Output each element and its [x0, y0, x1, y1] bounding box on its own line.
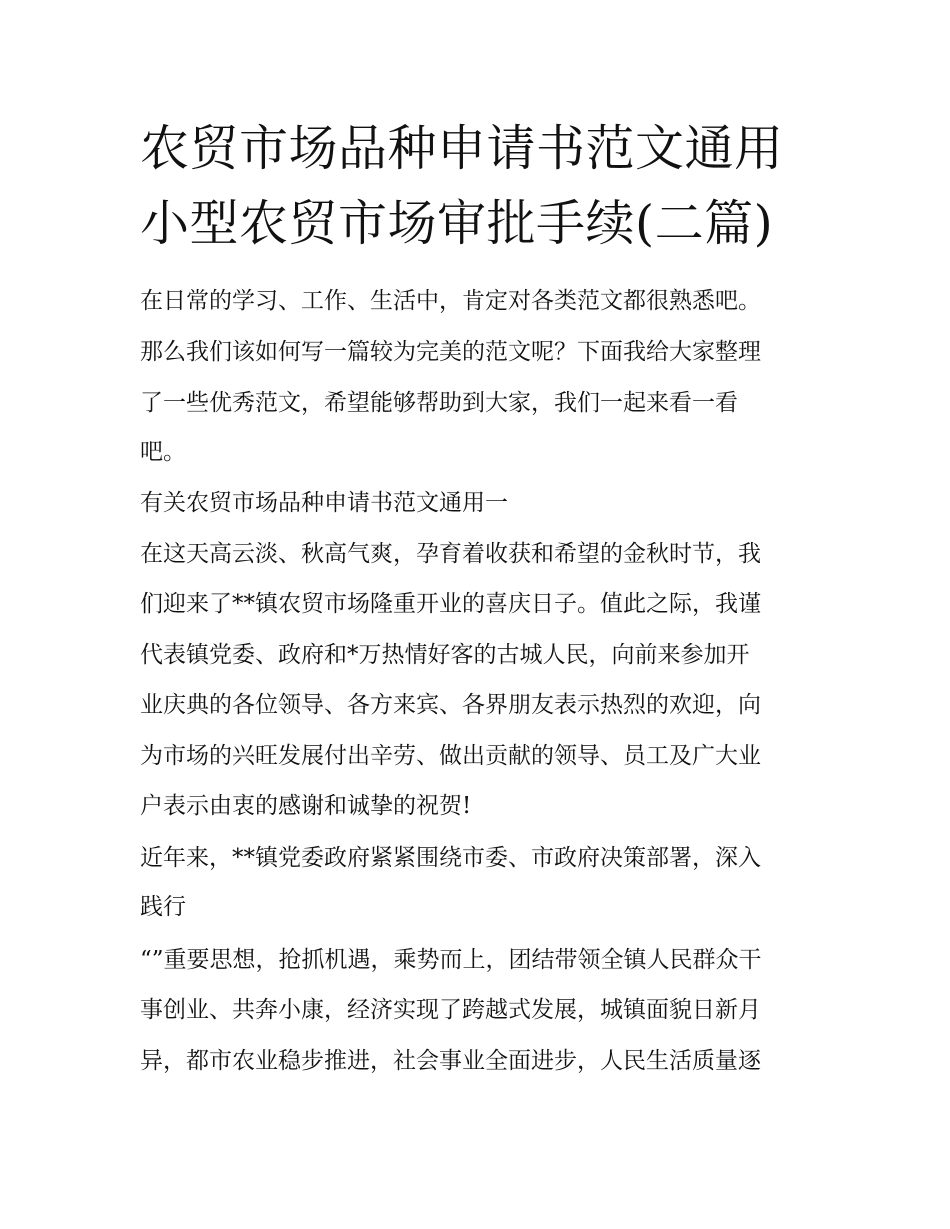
intro-paragraph-line-1: 在日常的学习、工作、生活中，肯定对各类范文都很熟悉吧。: [140, 288, 761, 314]
body-paragraph-line-9: “”重要思想，抢抓机遇，乘势而上，团结带领全镇人民群众干: [140, 947, 762, 973]
body-paragraph-line-10: 事创业、共奔小康，经济实现了跨越式发展，城镇面貌日新月: [140, 997, 761, 1023]
document-title-line-1: 农贸市场品种申请书范文通用: [140, 120, 784, 177]
body-paragraph-line-7: 近年来，**镇党委政府紧紧围绕市委、市政府决策部署，深入: [140, 845, 761, 871]
body-paragraph-line-6: 户表示由衷的感谢和诚挚的祝贺!: [140, 793, 472, 819]
body-paragraph-line-5: 为市场的兴旺发展付出辛劳、做出贡献的领导、员工及广大业: [140, 743, 761, 769]
body-paragraph-line-3: 代表镇党委、政府和*万热情好客的古城人民，向前来参加开: [140, 642, 750, 668]
intro-paragraph-line-4: 吧。: [140, 439, 186, 465]
intro-paragraph-line-3: 了一些优秀范文，希望能够帮助到大家，我们一起来看一看: [140, 390, 738, 416]
body-paragraph-line-11: 异，都市农业稳步推进，社会事业全面进步，人民生活质量逐: [140, 1048, 761, 1074]
intro-paragraph-line-2: 那么我们该如何写一篇较为完美的范文呢？下面我给大家整理: [140, 339, 761, 365]
body-paragraph-line-8: 践行: [140, 894, 186, 920]
document-title-line-2: 小型农贸市场审批手续(二篇): [140, 195, 774, 252]
body-paragraph-line-4: 业庆典的各位领导、各方来宾、各界朋友表示热烈的欢迎，向: [140, 692, 761, 718]
section-heading: 有关农贸市场品种申请书范文通用一: [140, 490, 508, 516]
body-paragraph-line-2: 们迎来了**镇农贸市场隆重开业的喜庆日子。值此之际，我谨: [140, 591, 761, 617]
body-paragraph-line-1: 在这天高云淡、秋高气爽，孕育着收获和希望的金秋时节，我: [140, 541, 761, 567]
